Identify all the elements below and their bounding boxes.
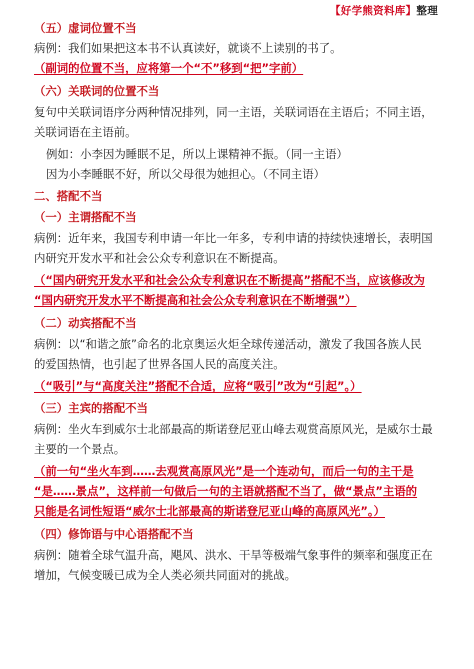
section-heading: （二）动宾搭配不当 xyxy=(34,316,137,330)
body-text-line: 主要的一个景点。 xyxy=(34,442,126,456)
body-text-line: 内研究开发水平和社会公众专利意识在不断提高。 xyxy=(34,251,285,265)
section-heading: （三）主宾的搭配不当 xyxy=(34,401,148,415)
body-text-line: 病例：随着全球气温升高，飓风、洪水、干旱等极端气象事件的频率和强度正在 xyxy=(34,548,433,562)
correction-note: （“国内研究开发水平和社会公众专利意识在不断提高”搭配不当，应该修改为 xyxy=(34,273,425,287)
body-text-line: 例如：小李因为睡眠不足，所以上课精神不振。（同一主语） xyxy=(46,147,348,161)
body-text-line: 增加，气候变暖已成为全人类必须共同面对的挑战。 xyxy=(34,568,296,582)
correction-note: “国内研究开发水平不断提高和社会公众专利意识在不断增强”） xyxy=(34,293,357,307)
body-text-line: 因为小李睡眠不好，所以父母很为她担心。（不同主语） xyxy=(46,167,326,181)
body-text-line: 的爱国热情，也引起了世界各国人民的高度关注。 xyxy=(34,357,285,371)
body-text-line: 病例：坐火车到威尔士北部最高的斯诺登尼亚山峰去观赏高原风光，是威尔士最 xyxy=(34,422,433,436)
page-header xyxy=(330,3,438,18)
section-heading: （六）关联词的位置不当 xyxy=(34,84,160,98)
correction-note: （前一句“坐火车到……去观赏高原风光”是一个连动句，而后一句的主干是 xyxy=(34,464,414,478)
header-suffix: 整理 xyxy=(416,5,438,17)
correction-note: （副词的位置不当，应将第一个“不”移到“把”字前） xyxy=(34,61,304,75)
body-text-line: 关联词语在主语前。 xyxy=(34,125,137,139)
body-text-line: 复句中关联词语序分两种情况排列，同一主语，关联词语在主语后；不同主语， xyxy=(34,105,433,119)
correction-note: “是……景点”，这样前一句做后一句的主语就搭配不当了，做“景点”主语的 xyxy=(34,484,418,498)
section-heading: （一）主谓搭配不当 xyxy=(34,210,137,224)
section-heading: （四）修饰语与中心语搭配不当 xyxy=(34,527,194,541)
body-text-line: 病例：以“和谐之旅”命名的北京奥运火炬全球传递活动，激发了我国各族人民 xyxy=(34,337,422,351)
section-heading: 二、搭配不当 xyxy=(34,189,103,203)
correction-note: （“吸引”与“高度关注”搭配不合适，应将“吸引”改为“引起”。） xyxy=(34,379,362,393)
body-text-line: 病例：近年来，我国专利申请一年比一年多，专利申请的持续快速增长，表明国 xyxy=(34,231,433,245)
brand-label: 【好学熊资料库】 xyxy=(329,5,417,17)
correction-note: 只能是名词性短语“威尔士北部最高的斯诺登尼亚山峰的高原风光”。） xyxy=(34,504,385,518)
section-heading: （五）虚词位置不当 xyxy=(34,21,137,35)
body-text-line: 病例：我们如果把这本书不认真读好，就谈不上读别的书了。 xyxy=(34,41,342,55)
